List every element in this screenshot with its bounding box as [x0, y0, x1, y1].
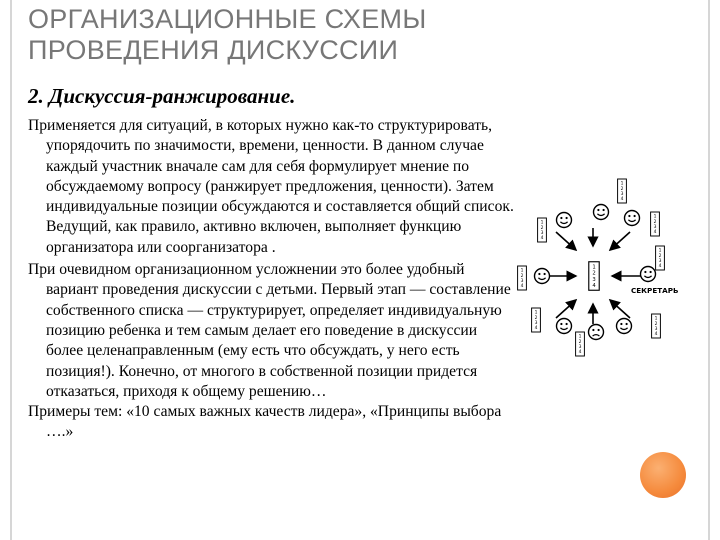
sad-face-icon	[589, 325, 604, 340]
list-card-bottom-left	[532, 308, 541, 332]
slide-title-line-1: ОРГАНИЗАЦИОННЫЕ СХЕМЫ	[28, 4, 427, 34]
smiley-face-icon	[641, 267, 656, 282]
list-card-bottom-right	[652, 314, 661, 338]
smiley-face-icon	[617, 319, 632, 334]
list-card-left	[518, 266, 527, 290]
slide-title-line-2: ПРОВЕДЕНИЯ ДИСКУССИИ	[28, 35, 399, 65]
frame-left-line	[10, 0, 12, 540]
frame-right-line	[708, 0, 710, 540]
paragraph-description: Применяется для ситуаций, в которых нужно как-то структурировать, упорядочить по значимости, времени, ценности. В данном случае каждый участник вначале сам для себя формулирует мнение по обсуждаемому вопросу (ранжирует предложения, ценности). Затем индивидуальные позиции обсуждаются и составляется общий список. Ведущий, как правило, активно включен, выполняет функцию организатора или соорганизатора .	[28, 117, 514, 256]
ranking-discussion-diagram: 1 2 3 4 СЕКРЕТАРЬ	[514, 186, 674, 362]
arrow-icon	[610, 300, 630, 318]
arrow-icon	[556, 300, 576, 318]
list-card-right	[656, 246, 665, 270]
body-text	[28, 116, 514, 443]
paragraph-examples: Примеры тем: «10 самых важных качеств лидера», «Принципы выбора ….»	[28, 403, 502, 441]
smiley-face-icon	[535, 269, 550, 284]
list-card-top	[618, 179, 627, 203]
paragraph-children: При очевидном организационном усложнении это более удобный вариант проведения дискуссии с детьми. Первый этап — составление собственного списка — структурирует, определяет индивидуальную позицию ребенка и тем самым делает его поведение в дискуссии более целенаправленным (ему есть что обсуждать, у него есть позиция!). Конечно, от многого в собственной позиции придется отказаться, приходя к общему решению…	[28, 261, 511, 400]
smiley-face-icon	[557, 319, 572, 334]
list-card-top-right	[651, 212, 660, 236]
slide-title	[28, 4, 427, 66]
title-bar	[12, 0, 708, 70]
decorative-orange-circle	[640, 452, 686, 498]
smiley-face-icon	[625, 211, 640, 226]
section-subtitle: 2. Дискуссия-ранжирование.	[28, 84, 296, 108]
list-card-top-left	[538, 218, 547, 242]
central-list-card	[589, 262, 599, 291]
list-card-bottom	[576, 332, 585, 356]
secretary-label: СЕКРЕТАРЬ	[631, 286, 679, 295]
arrow-icon	[610, 232, 630, 250]
smiley-face-icon	[557, 213, 572, 228]
smiley-face-icon	[594, 205, 609, 220]
arrow-icon	[556, 232, 576, 250]
